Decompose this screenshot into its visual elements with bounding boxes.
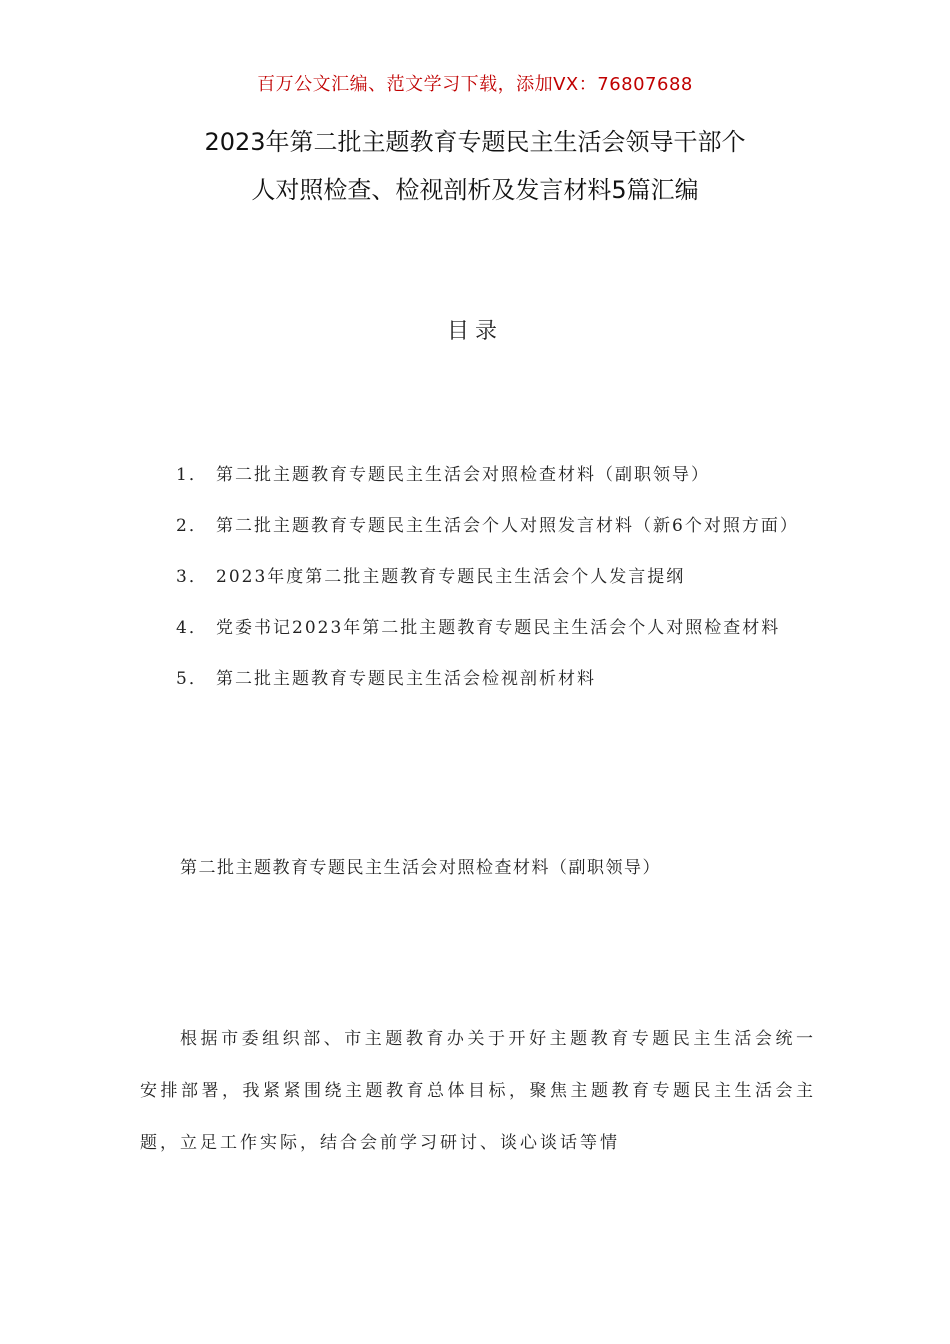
header-note: 百万公文汇编、范文学习下载，添加VX：76807688	[257, 74, 693, 95]
toc-item	[176, 450, 816, 501]
body-paragraph: 根据市委组织部、市主题教育办关于开好主题教育专题民主生活会统一安排部署，我紧紧围绕主题教育总体目标，聚焦主题教育专题民主生活会主题，立足工作实际，结合会前学习研讨、谈心谈话等情	[140, 1029, 816, 1153]
toc-item-number: 1．	[176, 465, 208, 485]
toc-item	[176, 552, 816, 603]
toc-item-text: 第二批主题教育专题民主生活会检视剖析材料	[216, 669, 596, 689]
toc-item-text: 第二批主题教育专题民主生活会对照检查材料（副职领导）	[216, 465, 710, 485]
section-title: 第二批主题教育专题民主生活会对照检查材料（副职领导）	[180, 858, 661, 878]
toc-item-number: 2．	[176, 516, 208, 536]
toc-item-number: 4．	[176, 618, 208, 638]
document-title	[140, 118, 810, 214]
table-of-contents	[176, 450, 816, 705]
toc-item	[176, 501, 816, 552]
document-title-line-1: 2023年第二批主题教育专题民主生活会领导干部个	[204, 128, 746, 156]
toc-item-number: 3．	[176, 567, 208, 587]
toc-item	[176, 654, 816, 705]
toc-item	[176, 603, 816, 654]
toc-item-text: 党委书记2023年第二批主题教育专题民主生活会个人对照检查材料	[216, 618, 781, 638]
document-title-line-2: 人对照检查、检视剖析及发言材料5篇汇编	[251, 176, 699, 204]
toc-heading: 目录	[446, 319, 503, 344]
toc-item-number: 5．	[176, 669, 208, 689]
toc-item-text: 2023年度第二批主题教育专题民主生活会个人发言提纲	[216, 567, 686, 587]
toc-item-text: 第二批主题教育专题民主生活会个人对照发言材料（新6个对照方面）	[216, 516, 799, 536]
